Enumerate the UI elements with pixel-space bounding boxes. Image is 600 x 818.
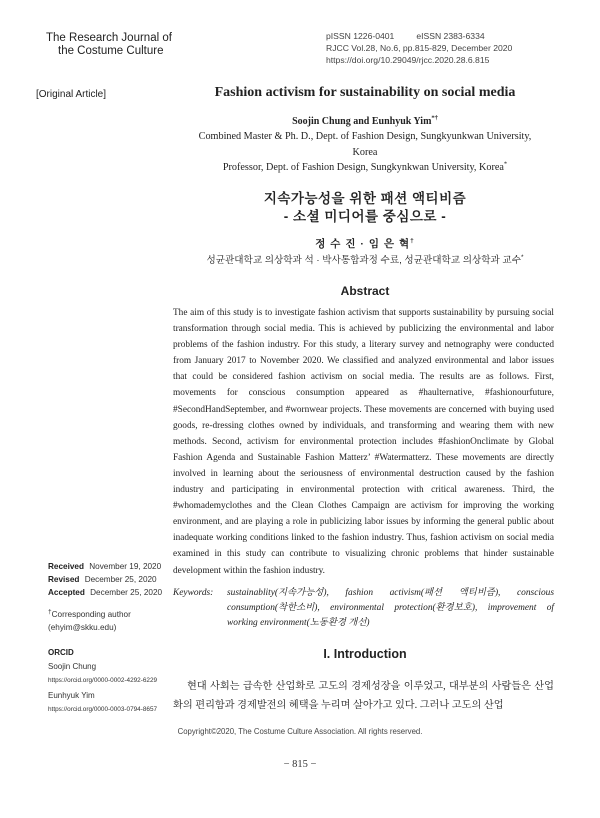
affiliation-line-3: Professor, Dept. of Fashion Design, Sungkynkwan University, Korea* bbox=[222, 160, 508, 173]
eissn: eISSN 2383-6334 bbox=[416, 31, 485, 41]
journal-name-line1: The Research Journal of bbox=[46, 32, 172, 44]
affiliations-korean-mark: * bbox=[520, 253, 524, 261]
page-number: − 815 − bbox=[283, 759, 317, 770]
authors-english bbox=[170, 116, 560, 127]
orcid-link-2[interactable]: https://orcid.org/0000-0003-0794-8657 bbox=[48, 705, 158, 713]
doi-link[interactable]: https://doi.org/10.29049/rjcc.2020.28.6.815 bbox=[326, 55, 490, 65]
affiliation-line-1: Combined Master & Ph. D., Dept. of Fashion Design, Sungkyunkwan University, bbox=[198, 131, 532, 142]
abstract-body: The aim of this study is to investigate fashion activism that supports sustainability by pursuing social transformation through social media. This is achieved by publicizing the environmental and labor problems of the fashion industry. For this study, a literary survey and netnography were conducted from January 2017 to November 2020. We classified and analyzed environmental and labor issues that could be considered fashion activism on social media. The results are as follows. First, movements for conscious consumption appeared as #haulternative, #fashionourfuture, #SecondHandSeptember, and #wornwear projects. These movements are concerned with buying used goods, re-dressing clothes owned by individuals, and transforming and wearing them with new methods. Second, activism for environmental protection includes #fashionOnclimate by Global Fashion Agenda and Sustainable Fashion Matterz’ #Watermatterz. These movements are directly involved in learning about the seriousness of environmental destruction caused by the fashion industry and participating in environmental protection with critical awareness. Third, the #whomademyclothes and the Clean Clothes Campaign are activism for improving the working environment, and are playing a role in publicizing labor issues by informing the general public about inadequate working conditions linked to the fashion industry. Thus, fashion activism on social media examined in this study can contribute to visualizing chronic problems that hinder sustainable development within the fashion industry. bbox=[173, 308, 554, 576]
volume-info: RJCC Vol.28, No.6, pp.815-829, December 2020 bbox=[326, 43, 513, 53]
introduction-body: 현대 사회는 급속한 산업화로 고도의 경제성장을 이루었고, 대부분의 사람들은 산업화의 편리함과 경제발전의 혜택을 누리며 살아가고 있다. 그러나 고도의 산업 bbox=[173, 681, 554, 711]
keywords-text: sustainablity(지속가능성), fashion activism(패션 액티비즘), conscious consumption(착한소비), environmental protection(환경보호), improvement of working environment(노동환경 개선) bbox=[227, 588, 554, 628]
authors-korean-mark: † bbox=[410, 237, 415, 245]
corresponding-author-label: †Corresponding author bbox=[48, 608, 131, 619]
orcid-title: ORCID bbox=[48, 648, 74, 657]
affiliations-english bbox=[168, 129, 562, 176]
authors-korean-names: 정 수 진 · 임 은 혁 bbox=[315, 238, 411, 250]
orcid-block bbox=[48, 646, 157, 717]
orcid-name-2: Eunhyuk Yim bbox=[48, 690, 95, 700]
corresponding-author bbox=[48, 608, 131, 634]
journal-name bbox=[46, 32, 172, 58]
journal-name-line2: the Costume Culture bbox=[58, 45, 164, 57]
title-korean-sub: - 소셜 미디어를 중심으로 - bbox=[283, 209, 447, 224]
title-korean-main: 지속가능성을 위한 패션 액티비즘 bbox=[263, 191, 467, 206]
keywords bbox=[173, 586, 554, 631]
title-english: Fashion activism for sustainability on social media bbox=[214, 85, 516, 100]
corresponding-author-email[interactable]: (ehyim@skku.edu) bbox=[48, 623, 117, 632]
affiliation-line-2: Korea bbox=[352, 146, 378, 158]
authors-korean bbox=[170, 236, 560, 251]
affiliations-korean-text: 성균관대학교 의상학과 석 · 박사통합과정 수료, 성균관대학교 의상학과 교수 bbox=[206, 255, 521, 266]
affiliations-korean bbox=[160, 252, 570, 266]
article-type: [Original Article] bbox=[36, 89, 107, 100]
abstract-heading: Abstract bbox=[340, 284, 390, 298]
keywords-label: Keywords: bbox=[173, 588, 214, 598]
authors-english-names: Soojin Chung and Eunhyuk Yim bbox=[292, 116, 432, 127]
orcid-name-1: Soojin Chung bbox=[48, 662, 97, 672]
revised-date: Revised December 25, 2020 bbox=[48, 575, 157, 584]
article-dates bbox=[48, 560, 162, 599]
affiliation-line-3-mark: * bbox=[503, 160, 508, 168]
publication-info bbox=[326, 30, 556, 66]
orcid-link-1[interactable]: https://orcid.org/0000-0002-4292-6229 bbox=[48, 677, 158, 685]
dagger-mark: † bbox=[48, 608, 52, 616]
title-korean bbox=[170, 190, 560, 226]
received-date: Received November 19, 2020 bbox=[48, 562, 162, 571]
authors-english-marks: *† bbox=[431, 114, 438, 122]
introduction-heading: I. Introduction bbox=[323, 647, 407, 661]
pissn: pISSN 1226-0401 bbox=[326, 31, 395, 41]
issn-row bbox=[326, 30, 556, 42]
accepted-date: Accepted December 25, 2020 bbox=[48, 588, 163, 597]
copyright-notice: Copyright©2020, The Costume Culture Association. All rights reserved. bbox=[177, 727, 423, 736]
